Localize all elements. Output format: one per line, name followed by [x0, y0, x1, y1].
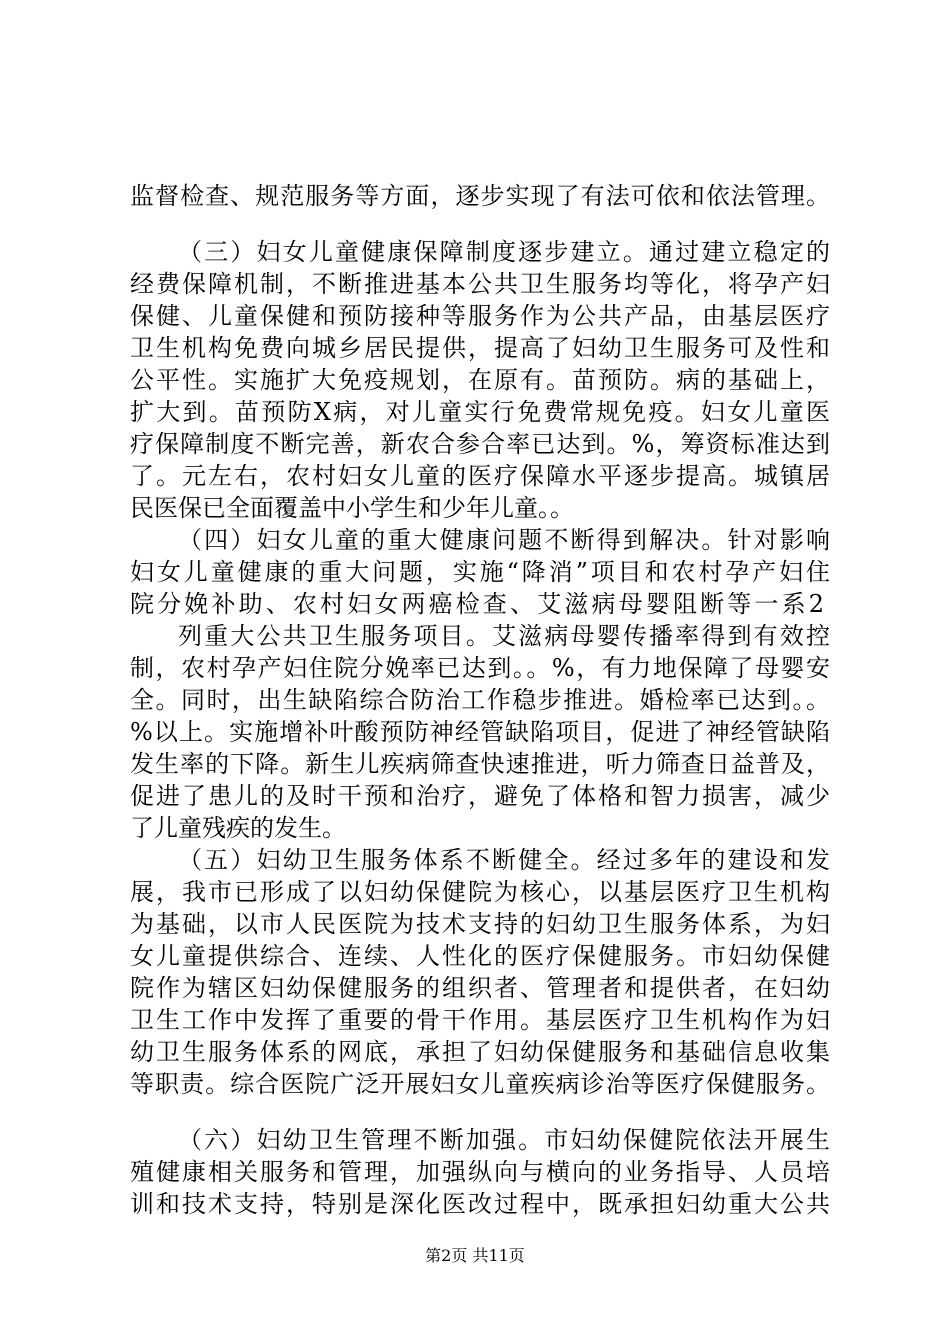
text-line: 卫生机构免费向城乡居民提供，提高了妇幼卫生服务可及性和	[130, 334, 830, 362]
text-line: 促进了患儿的及时干预和治疗，避免了体格和智力损害，减少	[130, 782, 830, 810]
text-line: 幼卫生服务体系的网底，承担了妇幼保健服务和基础信息收集	[130, 1038, 830, 1066]
text-line: 训和技术支持，特别是深化医改过程中，既承担妇幼重大公共	[130, 1190, 830, 1218]
text-line: 制，农村孕产妇住院分娩率已达到。。%，有力地保障了母婴安	[130, 654, 830, 682]
text-line: 疗保障制度不断完善，新农合参合率已达到。%，筹资标准达到	[130, 430, 830, 458]
text-line: 院作为辖区妇幼保健服务的组织者、管理者和提供者，在妇幼	[130, 974, 830, 1002]
text-line: 发生率的下降。新生儿疾病筛查快速推进，听力筛查日益普及，	[130, 750, 830, 778]
text-line: 监督检查、规范服务等方面，逐步实现了有法可依和依法管理。	[130, 182, 830, 210]
text-line: 了儿童残疾的发生。	[130, 814, 346, 842]
text-line: %以上。实施增补叶酸预防神经管缺陷项目，促进了神经管缺陷	[130, 718, 830, 746]
text-line: （四）妇女儿童的重大健康问题不断得到解决。针对影响	[178, 526, 830, 554]
text-line: 院分娩补助、农村妇女两癌检查、艾滋病母婴阻断等一系2	[130, 590, 824, 618]
text-line: 等职责。综合医院广泛开展妇女儿童疾病诊治等医疗保健服务。	[130, 1070, 830, 1098]
text-line: （三）妇女儿童健康保障制度逐步建立。通过建立稳定的	[178, 238, 830, 266]
text-line: （六）妇幼卫生管理不断加强。市妇幼保健院依法开展生	[178, 1126, 830, 1154]
text-line: 殖健康相关服务和管理，加强纵向与横向的业务指导、人员培	[130, 1158, 830, 1186]
text-line: 保健、儿童保健和预防接种等服务作为公共产品，由基层医疗	[130, 302, 830, 330]
text-line: 卫生工作中发挥了重要的骨干作用。基层医疗卫生机构作为妇	[130, 1006, 830, 1034]
text-line: 扩大到。苗预防X病，对儿童实行免费常规免疫。妇女儿童医	[130, 398, 830, 426]
text-line: 了。元左右，农村妇女儿童的医疗保障水平逐步提高。城镇居	[130, 462, 830, 490]
text-line: （五）妇幼卫生服务体系不断健全。经过多年的建设和发	[178, 846, 830, 874]
text-line: 展，我市已形成了以妇幼保健院为核心，以基层医疗卫生机构	[130, 878, 830, 906]
text-line: 公平性。实施扩大免疫规划，在原有。苗预防。病的基础上，	[130, 366, 830, 394]
text-line: 经费保障机制，不断推进基本公共卫生服务均等化，将孕产妇	[130, 270, 830, 298]
text-line: 女儿童提供综合、连续、人性化的医疗保健服务。市妇幼保健	[130, 942, 830, 970]
text-line: 民医保已全面覆盖中小学生和少年儿童。。	[130, 494, 574, 522]
page-footer: 第2页 共11页	[425, 1246, 525, 1265]
text-line: 全。同时，出生缺陷综合防治工作稳步推进。婚检率已达到。。	[130, 686, 830, 714]
text-line: 为基础，以市人民医院为技术支持的妇幼卫生服务体系，为妇	[130, 910, 830, 938]
text-line: 列重大公共卫生服务项目。艾滋病母婴传播率得到有效控	[178, 622, 830, 650]
text-line: 妇女儿童健康的重大问题，实施“降消”项目和农村孕产妇住	[130, 558, 830, 586]
